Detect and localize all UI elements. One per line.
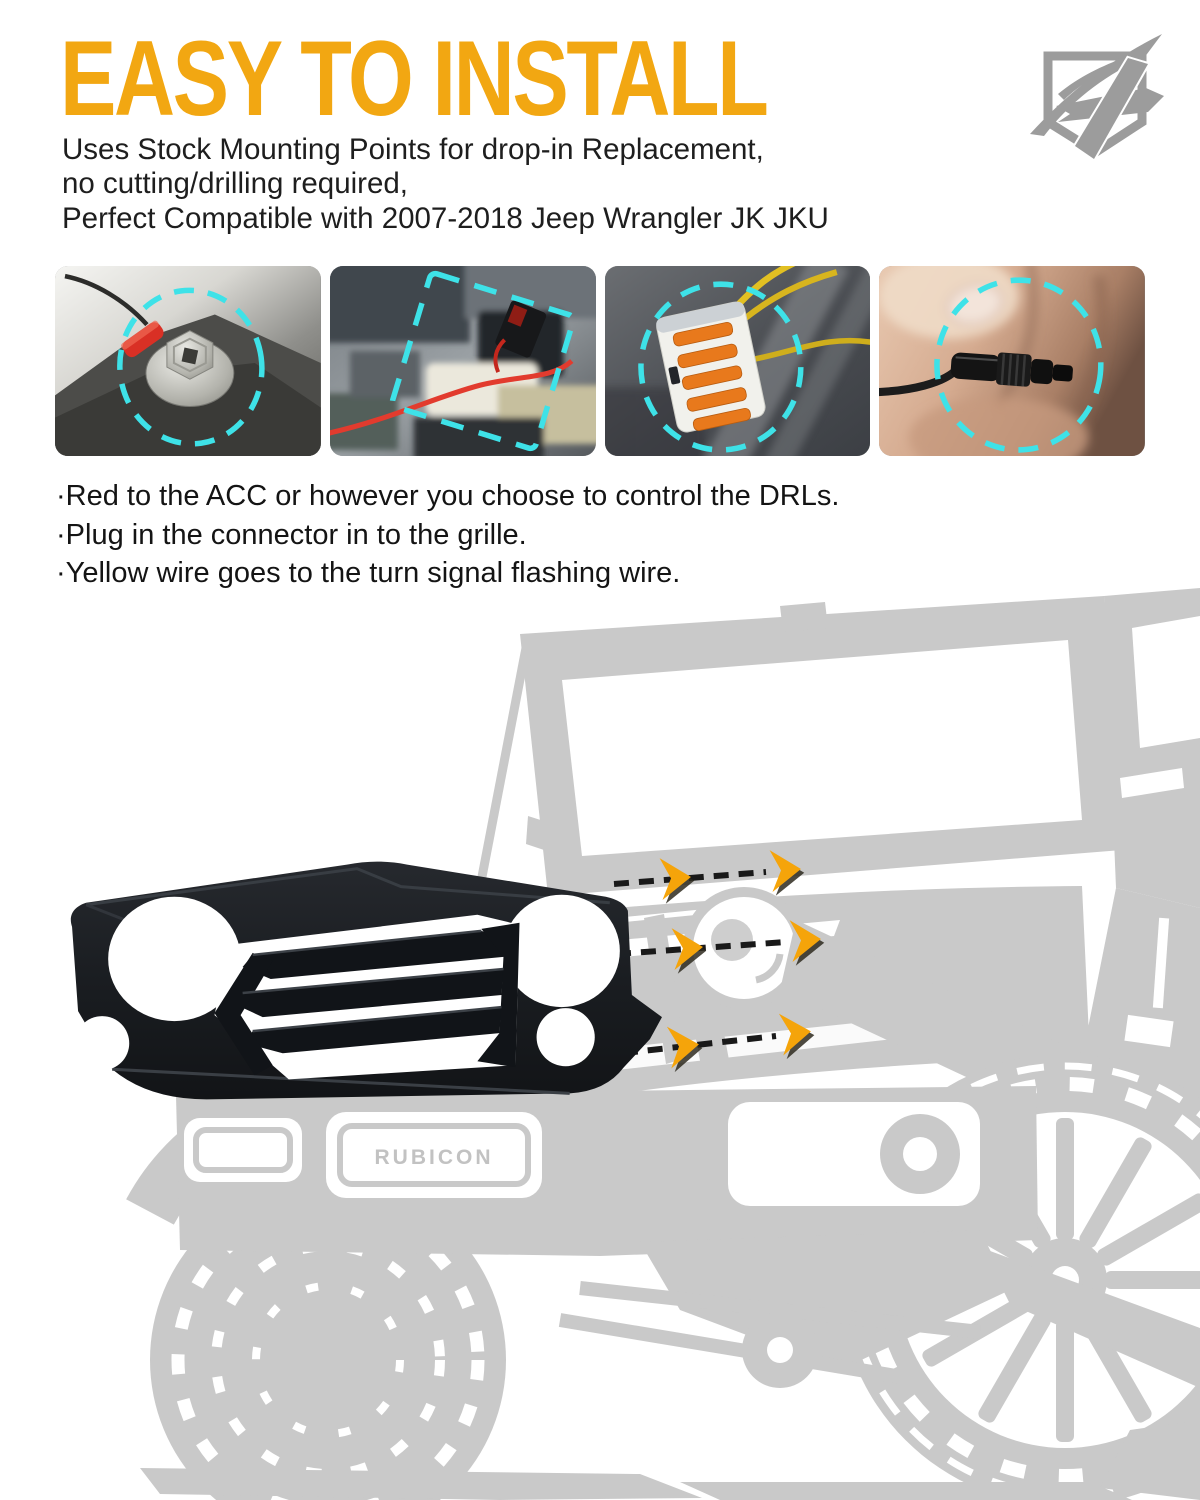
instruction-line-3: ·Yellow wire goes to the turn signal flashing wire. xyxy=(56,557,681,589)
grille-hole-small-right xyxy=(537,1008,595,1066)
subtitle-line-2: no cutting/drilling required, xyxy=(62,166,409,200)
product-grille xyxy=(56,852,668,1114)
instruction-line-2: ·Plug in the connector in to the grille. xyxy=(56,518,527,551)
shield-x-brand-logo-icon xyxy=(1028,26,1168,161)
grille-eye-right xyxy=(503,895,619,1007)
photo-ground-bolt xyxy=(55,266,321,456)
photo-lever-connector xyxy=(605,266,871,456)
grille-hole-small-left xyxy=(75,1016,129,1070)
photo-plug-in-hand xyxy=(879,266,1145,456)
subtitle-line-1: Uses Stock Mounting Points for drop-in Replacement, xyxy=(62,133,764,166)
subtitle xyxy=(62,133,829,236)
instruction-line-1: ·Red to the ACC or however you choose to control the DRLs. xyxy=(56,480,840,512)
subtitle-line-3: Perfect Compatible with 2007-2018 Jeep Wrangler JK JKU xyxy=(62,202,829,235)
install-photo-strip xyxy=(55,266,1145,456)
bumper-text: RUBICON xyxy=(374,1146,494,1169)
page-title: EASY TO INSTALL xyxy=(60,18,767,138)
wiring-instructions xyxy=(56,477,839,593)
photo-fuse-box-tap xyxy=(330,266,596,456)
